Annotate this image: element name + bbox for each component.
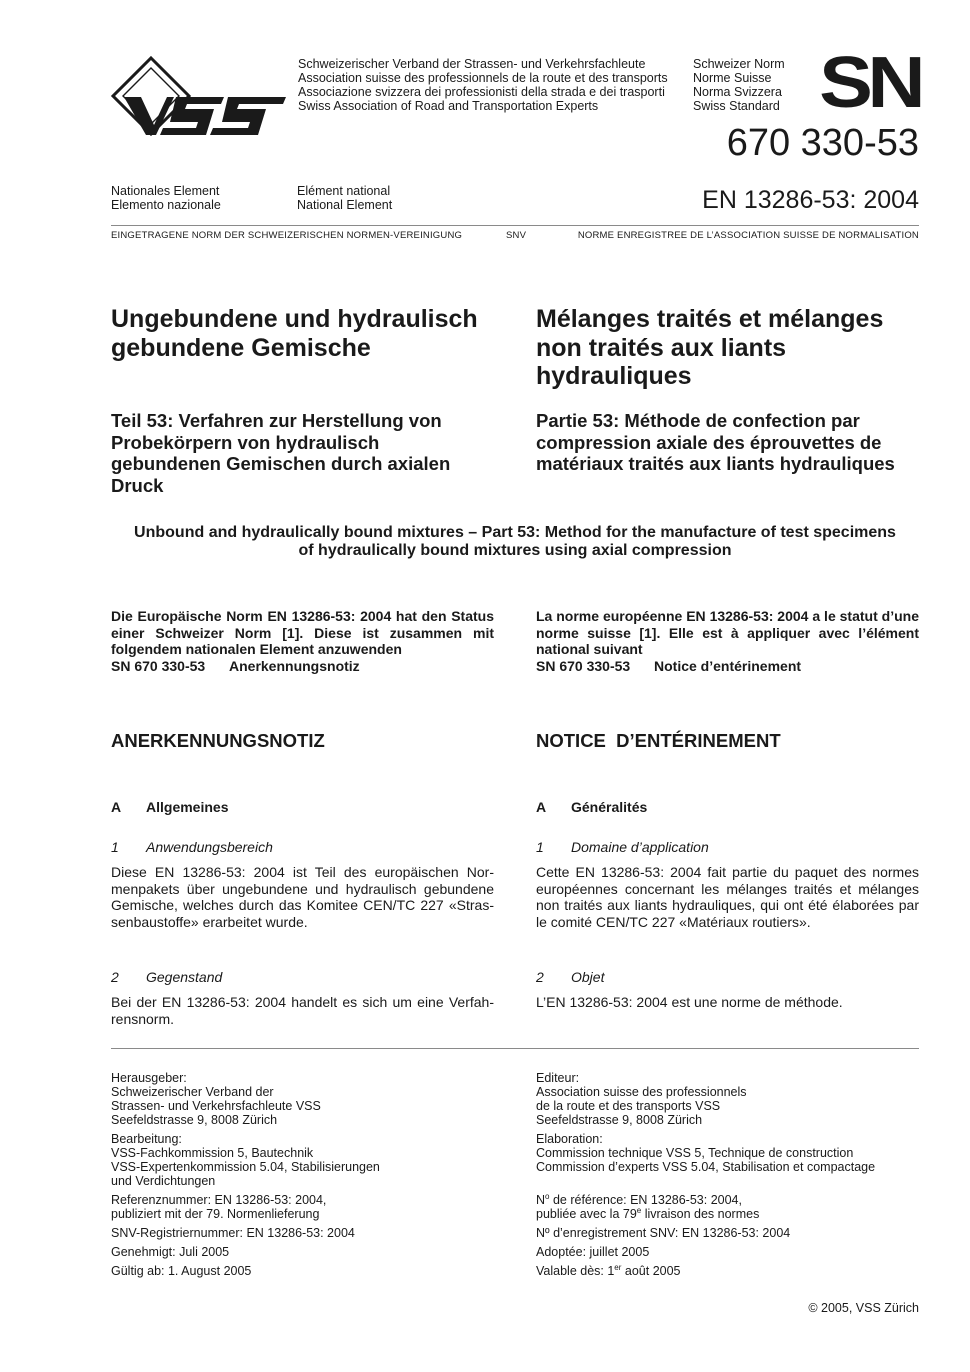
reference-line-fr-2-post: livraison des normes [641, 1207, 760, 1221]
publisher-line-fr-3: Seefeldstrasse 9, 8008 Zürich [536, 1113, 703, 1127]
publisher-line-fr-2: de la route et des transports VSS [536, 1099, 721, 1113]
clause-2-de-text: Bei der EN 13286-53: 2004 handelt es sich um eine Verfahrensnorm. [111, 994, 494, 1027]
norm-type-fr: Norme Suisse [693, 71, 772, 85]
publisher-line-de-2: Strassen- und Verkehrsfachleute VSS [111, 1099, 321, 1113]
intro-fr-text: La norme européenne EN 13286-53: 2004 a le statut d’une norme suisse [1]. Elle est à appliquer avec l’élément national suivant [536, 608, 919, 658]
publisher-line-fr-1: Association suisse des professionnels [536, 1085, 747, 1099]
publisher-label-de: Herausgeber: [111, 1071, 187, 1085]
reference-line-de-1: Referenznummer: EN 13286-53: 2004, [111, 1193, 327, 1207]
vss-logo-graphic [110, 55, 290, 140]
norm-type-it: Norma Svizzera [693, 85, 782, 99]
subsection-a-fr-title: Généralités [571, 799, 648, 815]
reference-rest-fr: de référence: EN 13286-53: 2004, [549, 1193, 742, 1207]
national-element-en: National Element [297, 198, 393, 212]
reference-n-sup-fr: o [545, 1191, 550, 1201]
clause-1-fr-text: Cette EN 13286-53: 2004 fait partie du paquet des normes européennes concernant les mélanges traités et mélanges non traités aux liants hydrauliques, qui ont été élaborées par le comité CEN/TC 227 «Matériaux routiers». [536, 864, 919, 930]
clause-2-fr [536, 969, 604, 986]
norm-type [693, 57, 785, 113]
section-heading-fr: NOTICE D’ENTÉRINEMENT [536, 730, 781, 751]
registry-right: NORME ENREGISTREE DE L’ASSOCIATION SUISSE DE NORMALISATION [577, 230, 919, 241]
clause-2-fr-title: Objet [571, 969, 605, 985]
valid-from-de: Gültig ab: 1. August 2005 [111, 1264, 252, 1278]
intro-fr-ref-number: SN 670 330-53 [536, 657, 631, 674]
subtitle-de: Teil 53: Verfahren zur Herstellung von Probekörpern von hydraulisch gebundenen Gemischen durch axialen Druck [111, 410, 451, 496]
clause-2-de-number: 2 [111, 969, 119, 985]
registry-left: EINGETRAGENE NORM DER SCHWEIZERISCHEN NORMEN-VEREINIGUNG [111, 230, 463, 241]
national-element-it: Elemento nazionale [111, 198, 221, 212]
snv-registration-de: SNV-Registriernummer: EN 13286-53: 2004 [111, 1226, 355, 1240]
association-names [298, 57, 668, 113]
clause-1-fr [536, 839, 709, 856]
copyright: © 2005, VSS Zürich [808, 1301, 919, 1315]
editing-line-de-3: und Verdichtungen [111, 1174, 216, 1188]
intro-fr-reference [536, 658, 919, 675]
subtitle-fr: Partie 53: Méthode de confection par compression axiale des éprouvettes de matériaux traités aux liants hydrauliques [536, 410, 895, 474]
national-element-right [297, 184, 392, 212]
approved-fr: Adoptée: juillet 2005 [536, 1245, 650, 1259]
clause-2-fr-number: 2 [536, 969, 544, 985]
norm-type-de: Schweizer Norm [693, 57, 785, 71]
reference-line-fr-2 [536, 1207, 875, 1221]
publisher-line-de-3: Seefeldstrasse 9, 8008 Zürich [111, 1113, 278, 1127]
subsection-a-de-letter: A [111, 799, 122, 815]
sn-mark: SN [819, 43, 920, 123]
editing-label-de: Bearbeitung: [111, 1132, 182, 1146]
approved-de: Genehmigt: Juli 2005 [111, 1245, 230, 1259]
norm-type-en: Swiss Standard [693, 99, 780, 113]
association-name-it: Associazione svizzera dei professionisti della strada e dei trasporti [298, 85, 665, 99]
editing-label-fr: Elaboration: [536, 1132, 603, 1146]
intro-fr [536, 608, 919, 674]
publisher-label-fr: Editeur: [536, 1071, 580, 1085]
clause-1-de-title: Anwendungsbereich [146, 839, 273, 855]
title-fr: Mélanges traités et mélanges non traités aux liants hydrauliques [536, 305, 884, 390]
clause-1-de-number: 1 [111, 839, 119, 855]
title-en [100, 524, 930, 560]
registry-mid: SNV [506, 230, 527, 241]
valid-from-fr [536, 1264, 875, 1278]
association-name-fr: Association suisse des professionnels de la route et des transports [298, 71, 668, 85]
vss-logo [110, 55, 290, 140]
reference-n-fr: N [536, 1193, 546, 1207]
editing-line-de-1: VSS-Fachkommission 5, Bautechnik [111, 1146, 314, 1160]
title-de: Ungebundene und hydraulisch gebundene Gemische [111, 305, 478, 362]
subsection-a-de [111, 799, 228, 816]
national-element-left [111, 184, 221, 212]
valid-from-fr-pre: Valable dès: 1 [536, 1264, 615, 1278]
intro-de-reference [111, 658, 494, 675]
intro-de-ref-number: SN 670 330-53 [111, 657, 206, 674]
editing-line-de-2: VSS-Expertenkommission 5.04, Stabilisierungen [111, 1160, 380, 1174]
intro-de [111, 608, 494, 674]
publisher-line-de-1: Schweizerischer Verband der [111, 1085, 274, 1099]
reference-line-de-2: publiziert mit der 79. Normenlieferung [111, 1207, 320, 1221]
subsection-a-de-title: Allgemeines [146, 799, 229, 815]
editing-line-fr-1: Commission technique VSS 5, Technique de construction [536, 1146, 854, 1160]
intro-de-text: Die Europäische Norm EN 13286-53: 2004 hat den Status einer Schweizer Norm [1]. Diese ist zusammen mit folgendem nationalen Element anzuwenden [111, 608, 494, 658]
reference-line-fr-2-pre: publiée avec la 79 [536, 1207, 637, 1221]
en-number: EN 13286-53: 2004 [702, 186, 919, 214]
section-heading-de: ANERKENNUNGSNOTIZ [111, 730, 325, 751]
clause-1-fr-number: 1 [536, 839, 544, 855]
clause-2-de [111, 969, 222, 986]
clause-2-de-title: Gegenstand [146, 969, 223, 985]
norm-number: 670 330-53 [726, 122, 919, 164]
association-name-en: Swiss Association of Road and Transportation Experts [298, 99, 599, 113]
publisher-block-de [111, 1071, 380, 1278]
national-element-de: Nationales Element [111, 184, 220, 198]
reference-line-fr-1 [536, 1193, 875, 1207]
valid-from-fr-sup: er [614, 1262, 622, 1272]
title-en-line-2: of hydraulically bound mixtures using axial compression [298, 542, 732, 559]
reference-line-fr-2-sup: e [636, 1205, 642, 1215]
footer-rule [111, 1048, 919, 1049]
association-name-de: Schweizerischer Verband der Strassen- und Verkehrsfachleute [298, 57, 646, 71]
editing-line-fr-2: Commission d’experts VSS 5.04, Stabilisation et compactage [536, 1160, 876, 1174]
publisher-block-fr [536, 1071, 875, 1278]
intro-de-ref-title: Anerkennungsnotiz [229, 657, 360, 674]
subsection-a-fr-letter: A [536, 799, 547, 815]
intro-fr-ref-title: Notice d’entérinement [654, 657, 802, 674]
clause-2-fr-text: L’EN 13286-53: 2004 est une norme de méthode. [536, 994, 843, 1010]
national-element-fr: Elément national [297, 184, 391, 198]
header-rule [111, 225, 919, 226]
title-en-line-1: Unbound and hydraulically bound mixtures – Part 53: Method for the manufacture of test specimens [134, 524, 896, 541]
clause-1-fr-title: Domaine d’application [571, 839, 709, 855]
valid-from-fr-post: août 2005 [621, 1264, 681, 1278]
snv-registration-fr: Nº d’enregistrement SNV: EN 13286-53: 2004 [536, 1226, 791, 1240]
clause-1-de-text: Diese EN 13286-53: 2004 ist Teil des europäischen Normenpakets über ungebundene und hydraulisch gebundene Gemische, welches durch das Komitee CEN/TC 227 «Strassenbaustoffe» erarbeitet wurde. [111, 864, 494, 930]
subsection-a-fr [536, 799, 647, 816]
clause-1-de [111, 839, 273, 856]
